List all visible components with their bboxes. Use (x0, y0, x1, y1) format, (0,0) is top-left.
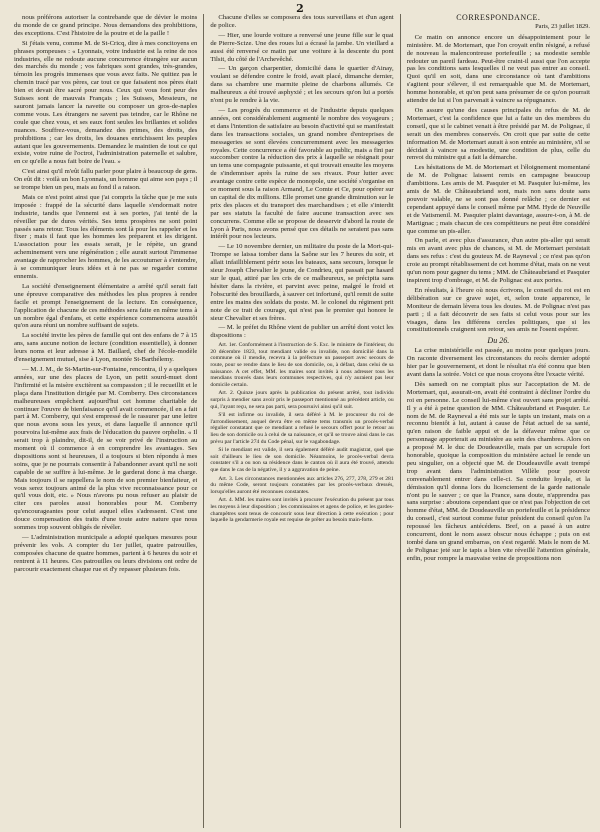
paragraph: — Les progrès du commerce et de l'industrie depuis quelques années, ont considérablement augmenté le nombre des voyageurs ; et dans l'intention de satisfaire au besoin d'activité qui se manifestait dans les transactions sociales, un grand nombre d'entreprises de messageries se sont élevées concurremment avec les messageries royales. Cette concurrence a été favorable au public, mais a fini par succomber contre la réduction des prix à laquelle se résignait pour un tems une compagnie puissante, et qui trouvait ensuite les moyens de s'indemniser après la ruine de ses rivaux. Pour lutter avec avantage contre cette espèce de monopole, une société s'organise en ce moment sous la raison Armand, Le Comte et Ce, pour opérer sur un capital de dix millions. Elle promet une grande diminution sur le prix des places et du transport des marchandises ; et elle s'interdit par ses statuts la faculté de faire aucune transaction avec ses concurrens. Comme elle se propose de desservir d'abord la route de Lyon à Paris, nous avons pensé que ces détails ne seraient pas sans intérêt pour nos lecteurs. (210, 106, 394, 241)
paragraph: nous préférons autoriser la contrebande que de dévier le moins du monde de ce grand principe. Nous demandons des prohibitions, des exceptions. C'est l'histoire de la poutre et de la paille ! (14, 14, 198, 37)
decree-article: Art. 4. MM. les maires sont invités à procurer l'exécution du présent par tous les moyens à leur disposition ; les commissaires et agens de police, et les gardes-champêtres sont tenus de concourir sous leur direction à cette exécution ; pour laquelle la gendarmerie royale est requise de prêter au besoin main-forte. (210, 497, 394, 524)
decree-article: Si le mendiant est valide, il sera également déféré audit magistrat, quel que soit d'ailleurs le lieu de son domicile. Néanmoins, le procès-verbal devra constater s'il a ou non sa résidence dans le canton où il aura été trouvé, attendu que dans le cas de la négative, il y a aggravation de peine. (210, 447, 394, 473)
paragraph: — M. J. M., de St-Martin-sur-Fontaine, rencontra, il y a quelques années, sur une des places de Lyon, un petit sourd-muet dont l'infirmité et la misère excitèrent sa compassion ; il le recueillit et le plaça dans l'institution dirigée par M. Comberry. Des circonstances malheureuses empêchent aujourd'hui cet homme charitable de continuer l'œuvre de bienfaisance qu'il avait commencée, il en a fait part à M. Comberry, qui s'est empressé de le rassurer par une lettre que nous avons sous les yeux, et dans laquelle il annonce qu'il pourvoira lui-même aux frais de l'éducation du pauvre orphelin. « Il serait trop à plaindre, dit-il, de se voir privé de l'instruction au moment où il commence à en comprendre les avantages. Ses dispositions sont si heureuses, il a toujours si bien répondu à mes soins, que je ne pourrais consentir à l'abandonner avant qu'il ne soit capable de se suffire à lui-même. Je le garderai donc à ma charge. Mais toujours il se rappellera le nom de son premier bienfaiteur, et vous serez toujours animé de la plus vive reconnaissance pour ce qu'il vous doit, etc. » Nous n'avons pu nous refuser au plaisir de citer ces paroles aussi honorables pour M. Comberry qu'encourageantes pour celui auquel elles s'adressent. C'est une douce compensation des traits d'une toute autre nature que nous sommes trop souvent obligés de révéler. (14, 365, 198, 532)
paragraph: — Hier, une lourde voiture a renversé une jeune fille sur le quai de Pierre-Scize. Une des roues lui a écrasé la jambe. Un vieillard a aussi été renversé ce matin par une voiture à la descente du pont Tilsit, du côté de l'Archevêché. (210, 31, 394, 63)
paragraph: La crise ministérielle est passée, au moins pour quelques jours. On raconte diversement les circonstances du recès dernier adopté hier par le gouvernement, et dont le résultat n'a été connu que bien avant dans la soirée. Voici ce que nous croyons être l'exacte vérité. (406, 347, 590, 378)
paragraph: C'est ainsi qu'il m'eût fallu parler pour plaire à beaucoup de gens. On eût dit : voilà un bon Lyonnais, un homme qui aime son pays ; il se trompe bien un peu, mais au fond il a raison. (14, 168, 198, 192)
decree-article: Art. 2. Quinze jours après la publication du présent arrêté, tout individu surpris à mendier sans avoir pris le passeport mentionné au précédent article, ou qui, l'ayant reçu, ne sera pas parti, sera poursuivi ainsi qu'il suit. (210, 390, 394, 410)
paragraph: La société d'enseignement élémentaire a arrêté qu'il serait fait une épreuve comparative des méthodes les plus propres à rendre facile et prompt l'enseignement de la lecture. En conséquence, l'application de chacune de ces méthodes sera faite en même tems à un nombre égal d'enfans, et cette expérience commencera aussitôt qu'on aura réuni un nombre suffisant de sujets. (14, 282, 198, 330)
paragraph: Mais ce n'est point ainsi que j'ai compris la tâche que je me suis imposée : frappé de la sécurité dans laquelle s'endormait notre industrie, tandis que l'ennemi est à ses portes, j'ai tenté de la réveiller par de dures vérités. Ses tems prospères ne sont point passés sans retour. Tous les éléments sont là pour les rappeler et les fixer ; mais il faut que les hommes les préparent et les dirigent. L'association pour les essais serait, je le répète, un grand acheminement vers une régénération ; elle aurait surtout l'immense avantage de rapprocher les hommes, de les accoutumer à s'entendre, à se communiquer leurs idées et à ne pas se regarder comme ennemis. (14, 193, 198, 280)
paragraph: Les hésitations de M. de Mortemart et l'éloignement momentané de M. de Polignac laissent remis en campagne beaucoup d'ambitions. Les amis de M. Pasquier et M. Pasquier lui-même, les amis de M. de Châteaubriand sont, mais non sans doute sans pouvoir valable, ne se sont pas donné relâche ; ce dernier est cependant appuyé dans le conseil même par MM. Hyde de Neuville et de Vatismenil. M. Pasquier plaint davantage, assure-t-on, à M. de Martignac ; mais chacun de ces compétiteurs ne peut être considéré que comme un pis-aller. (406, 164, 590, 235)
paragraph: Chacune d'elles se composera des tous surveillans et d'un agent de police. (210, 14, 394, 29)
paragraph: — M. le préfet du Rhône vient de publier un arrêté dont voici les dispositions : (210, 324, 394, 340)
column-divider (203, 14, 204, 828)
column-2 (210, 14, 393, 828)
section-heading: CORRESPONDANCE. (456, 14, 541, 22)
paragraph: On parle, et avec plus d'assurance, d'un autre pis-aller qui serait mis en avant avec plus de chances, si M. de Mortemart persistait dans ses refus : c'est du gouteux M. de Rayneval ; ce n'est pas qu'on croie au prompt rétablissement de cet homme d'état, mais on ne veut qu'un nom pour gagner du tems ; MM. de Châteaubriand et Pasquier inspirent trop d'ombrage, et M. de Polignac est aux portes. (406, 237, 590, 284)
decree-article: Art. 3. Les circonstances mentionnées aux articles 276, 277, 278, 279 et 281 du même Code, seront toujours constatées par les procès-verbaux dressés, lorsqu'elles auront été reconnues constantes. (210, 475, 394, 495)
paragraph: La société invite les pères de famille qui ont des enfans de 7 à 15 ans, sans aucune notion de lecture (condition essentielle), à donner leurs noms et leur adresse à M. Baillard, chef de l'école-modèle d'enseignement mutuel, sise à Lyon, montée St-Barthélemy. (14, 332, 198, 364)
columns (14, 14, 590, 828)
column-1 (14, 14, 197, 828)
decree-article: S'il est infirme ou invalide, il sera déféré à M. le procureur du roi de l'arrondissement, auquel devra être en même tems transmis un procès-verbal régulier constatant que ce mendiant a refusé le secours offert pour le retour au lieu de son domicile ou à celui de sa naissance, et qu'il se trouve ainsi dans le cas prévu par l'article 274 du Code pénal, sur le vagabondage. (210, 412, 394, 445)
paragraph: En résultats, à l'heure où nous écrivons, le conseil du roi est en délibération sur ce grave sujet, et, selon toute apparence, le Moniteur de demain lèvera tous les doutes. M. de Polignac n'est pas parti ; il a fait découvrir de ses faits si celui vous pour sur les visages, dans les différens cercles politiques, que si les constitutionnels craignent son retour, ses amis ne l'osent espérer. (406, 286, 590, 334)
page-number: 2 (296, 2, 304, 15)
paragraph: Dès samedi on ne comptait plus sur l'acceptation de M. de Mortemart, qui, assurait-on, avait été contraint à décliner l'ordre du roi en personne. Le conseil lui-même s'est ouvert sans projet arrêté. Il y a été à peine question de MM. Châteaubriand et Pasquier. Le nom de M. de Rayneval a été mis sur le tapis un instant, mais on a reconnu bientôt à lui, autant à cause de l'état actuel de sa santé, qu'en raison de faible appui et de la défaveur même que ce personnage apporterait au ministère au sein des chambres. Alors on a proposé M. le duc de Doudeauville, mais par un scrupule fort honorable, quoique la composition du ministère actuel le rende un peu singulier, on a objecté que M. de Doudeauville avait trempé trop avant dans l'administration Villèle pour pouvoir convenablement entrer dans celle-ci. Sa conduite loyale, et la démission qu'il donna lors du licenciement de la garde nationale n'ont pu le sauver ; ce que la France, sans doute, n'apprendra pas sans surprise : aboutons cependant que ce n'est pas l'objection de cet homme d'état, MM. de Doudeauville un portefeuille et la présidence du conseil, c'est surtout comme futur président du conseil qu'on l'a repoussé les fâcheux antécédens. Bref, on a passé à un autre concurrent, dont le nom assez obscur nous échappe ; puis on est tombé dans un grand embarras, on s'est regardé. Mais le nom de M. de Polignac jeté sur le tapis a bien vite réveillé l'attention générale, enfin, pour rompre la mauvaise veine de propositions non (406, 380, 590, 562)
paragraph: On assure qu'une des causes principales du refus de M. de Mortemart, c'est la confidence que lui a faite un des membres du conseil, que si le cabinet venait à être présidé par M. de Polignac, il serait un des membres conservés. On croit que par suite de cette information M. de Mortemart aurait à son entrée au ministère, s'il se décidait à vaincre sa modestie, une condition de plus, celle du renvoi du ministre qui a fait la démarche. (406, 106, 590, 162)
paragraph: Ce matin on annonce encore un désappointement pour le ministère. M. de Mortemart, que l'on croyait enfin résigné, a refusé de nouveau la malencontreuse portefeuille ; sa modestie semble redouter un pareil fardeau. Peut-être craint-il aussi que l'on accepte pas les conditions sans lesquelles il ne veut pas entrer au conseil. Quoi qu'il en soit, dans une circonstance où tant d'ambitions s'agitent pour s'élever, il est remarquable que M. de Mortemart, homme honorable, et qu'on peut sans présumer de ce qu'on pourrait attendre de lui si l'on parvenait à vaincre sa répugnance. (406, 33, 590, 105)
date-subheading: Du 26. (487, 336, 510, 346)
decree-article: Art. 1er. Conformément à l'instruction de S. Exc. le ministre de l'intérieur, du 20 décembre 1823, tout mendiant valide ou invalide, non domicilié dans la commune où il mendie, recevra à la préfecture un passeport avec secours de route, pour se rendre dans le lieu de son domicile, ou, à défaut, dans celui de sa naissance. A cet effet, MM. les maires sont invités à nous adresser tous les mendians trouvés dans leurs communes respectives, qui n'y auraient pas leur domicile certain. (210, 342, 394, 388)
column-3 (407, 14, 590, 828)
column-divider (400, 14, 401, 828)
paragraph: — Le 10 novembre dernier, un militaire du poste de la Mort-qui-Trompe se laissa tomber dans la Saône sur les 7 heures du soir, et allait infailliblement périr sous les bateaux, sans secours, lorsque le sieur Joseph Chevalier le jeune, de Condrieu, qui passait par hasard sur le quai, attiré par les cris de ce malheureux, se précipita sans hésiter dans la rivière, et parvint avec peine, malgré le froid et l'obscurité des brouillards, à sauver cet infortuné, qu'il remit de suite entre les mains des soldats du poste. M. le colonel du régiment prit note de ce trait de courage, qui n'est pas le premier qui honore le sieur Chevalier et ses frères. (210, 243, 394, 322)
paragraph: — Un garçon charpentier, domicilié dans le quartier d'Ainay, voulant se défendre contre le froid, avait placé, dimanche dernier, dans sa chambre une marmite pleine de charbons allumés. Ce malheureux a été trouvé asphyxié ; et les secours qu'on lui a portés n'ont pu le rendre à la vie. (210, 65, 394, 105)
dateline: Paris, 23 juillet 1829. (535, 22, 590, 30)
paragraph: Si j'étais venu, comme M. de St-Cricq, dire à mes concitoyens en phrases pompeuses : « Lyonnais, votre industrie est la reine de nos industries, elle ne redoute aucune concurrence étrangère sur aucun des marchés du monde ; vos fabriques sont grandes, très-grandes, témoin les progrès immenses que vous avez faits. Ne quittez pas le chemin tracé par vos pères, car tout ce que faisaient nos pères était bien et devait être sacré pour nous. Ceux qui vous font peur des Suisses sont de mauvais Français ; les Suisses, Messieurs, ne sauront jamais lancer la navette ou composer un gros-de-naples comme vous. Les étrangers ne savent pas teindre, car le Rhône ne coule que chez vous, et ses eaux font seules les brillantes et solides nuances. Souffrez-vous, demandez des primes, des droits, des prohibitions ; car les droits, les douanes enrichissent les peuples autant que les gouvernements. Demandez le maintien de tout ce qui existe, votre ruine de l'octroi, l'administration paternelle et salubre, en ce qu'elle a nous fait boire de l'eau. » (14, 39, 198, 166)
paragraph: — L'administration municipale a adopté quelques mesures pour prévenir les vols. A compter du 1er juillet, quatre patrouilles, composées chacune de quatre hommes, partent à 6 heures du soir et rentrent à 11 heures. Ces patrouilles ou leurs divisions ont ordre de parcourir exactement chaque rue et d'y repasser plusieurs fois. (14, 534, 198, 573)
